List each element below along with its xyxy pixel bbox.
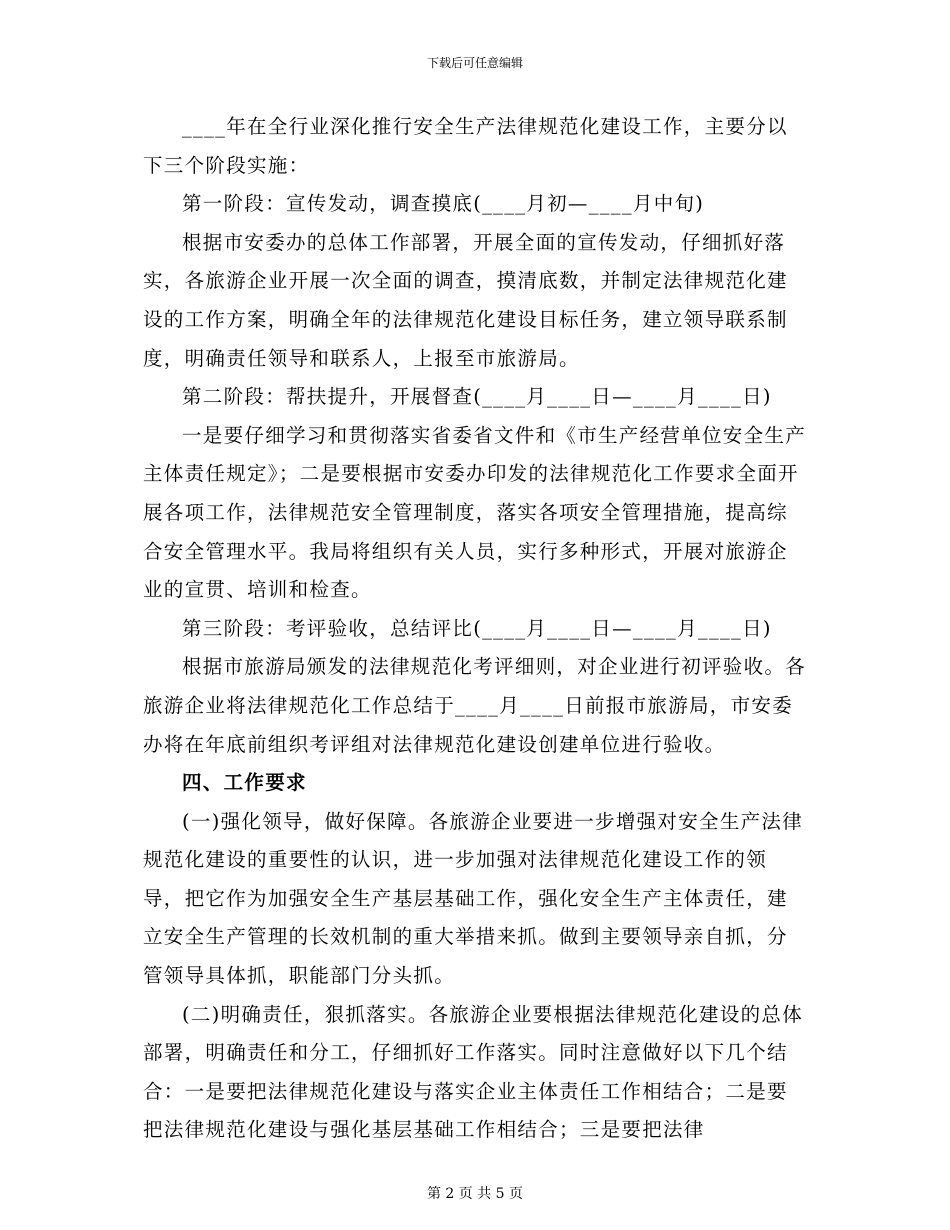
page-header: 下载后可任意编辑 (426, 56, 523, 70)
paragraph-phase-three-body: 根据市旅游局颁发的法律规范化考评细则，对企业进行初评验收。各旅游企业将法律规范化工作总结于____月____日前报市旅游局，市安委办将在年底前组织考评组对法律规范化建设创建单位进行验收。 (143, 655, 807, 756)
paragraph-phase-two-title: 第二阶段：帮扶提升，开展督查(____月____日—____月____日) (182, 385, 772, 409)
paragraph-phase-three-title: 第三阶段：考评验收，总结评比(____月____日—____月____日) (182, 616, 772, 640)
document-body (143, 108, 808, 1150)
page-number-footer: 第 2 页 共 5 页 (426, 1186, 524, 1202)
paragraph-requirement-two: (二)明确责任，狠抓落实。各旅游企业要根据法律规范化建设的总体部署，明确责任和分工，仔细抓好工作落实。同时注意做好以下几个结合：一是要把法律规范化建设与落实企业主体责任工作相结合；二是要把法律规范化建设与强化基层基础工作相结合；三是要把法律 (143, 1002, 804, 1142)
paragraph-phase-one-title: 第一阶段：宣传发动，调查摸底(____月初—____月中旬) (182, 192, 705, 216)
section-heading-work-requirements: 四、工作要求 (182, 771, 307, 795)
paragraph-requirement-one: (一)强化领导，做好保障。各旅游企业要进一步增强对安全生产法律规范化建设的重要性的认识，进一步加强对法律规范化建设工作的领导，把它作为加强安全生产基层基础工作，强化安全生产主体责任，建立安全生产管理的长效机制的重大举措来抓。做到主要领导亲自抓，分管领导具体抓，职能部门分头抓。 (143, 809, 804, 988)
paragraph-phase-one-body: 根据市安委办的总体工作部署，开展全面的宣传发动，仔细抓好落实，各旅游企业开展一次全面的调查，摸清底数，并制定法律规范化建设的工作方案，明确全年的法律规范化建设目标任务，建立领导联系制度，明确责任领导和联系人，上报至市旅游局。 (143, 230, 788, 370)
paragraph-phase-intro: ____年在全行业深化推行安全生产法律规范化建设工作，主要分以下三个阶段实施： (143, 115, 788, 177)
paragraph-phase-two-body: 一是要仔细学习和贯彻落实省委省文件和《市生产经营单位安全生产主体责任规定》；二是要根据市安委办印发的法律规范化工作要求全面开展各项工作，法律规范安全管理制度，落实各项安全管理措施，提高综合安全管理水平。我局将组织有关人员，实行多种形式，开展对旅游企业的宣贯、培训和检查。 (143, 423, 807, 602)
